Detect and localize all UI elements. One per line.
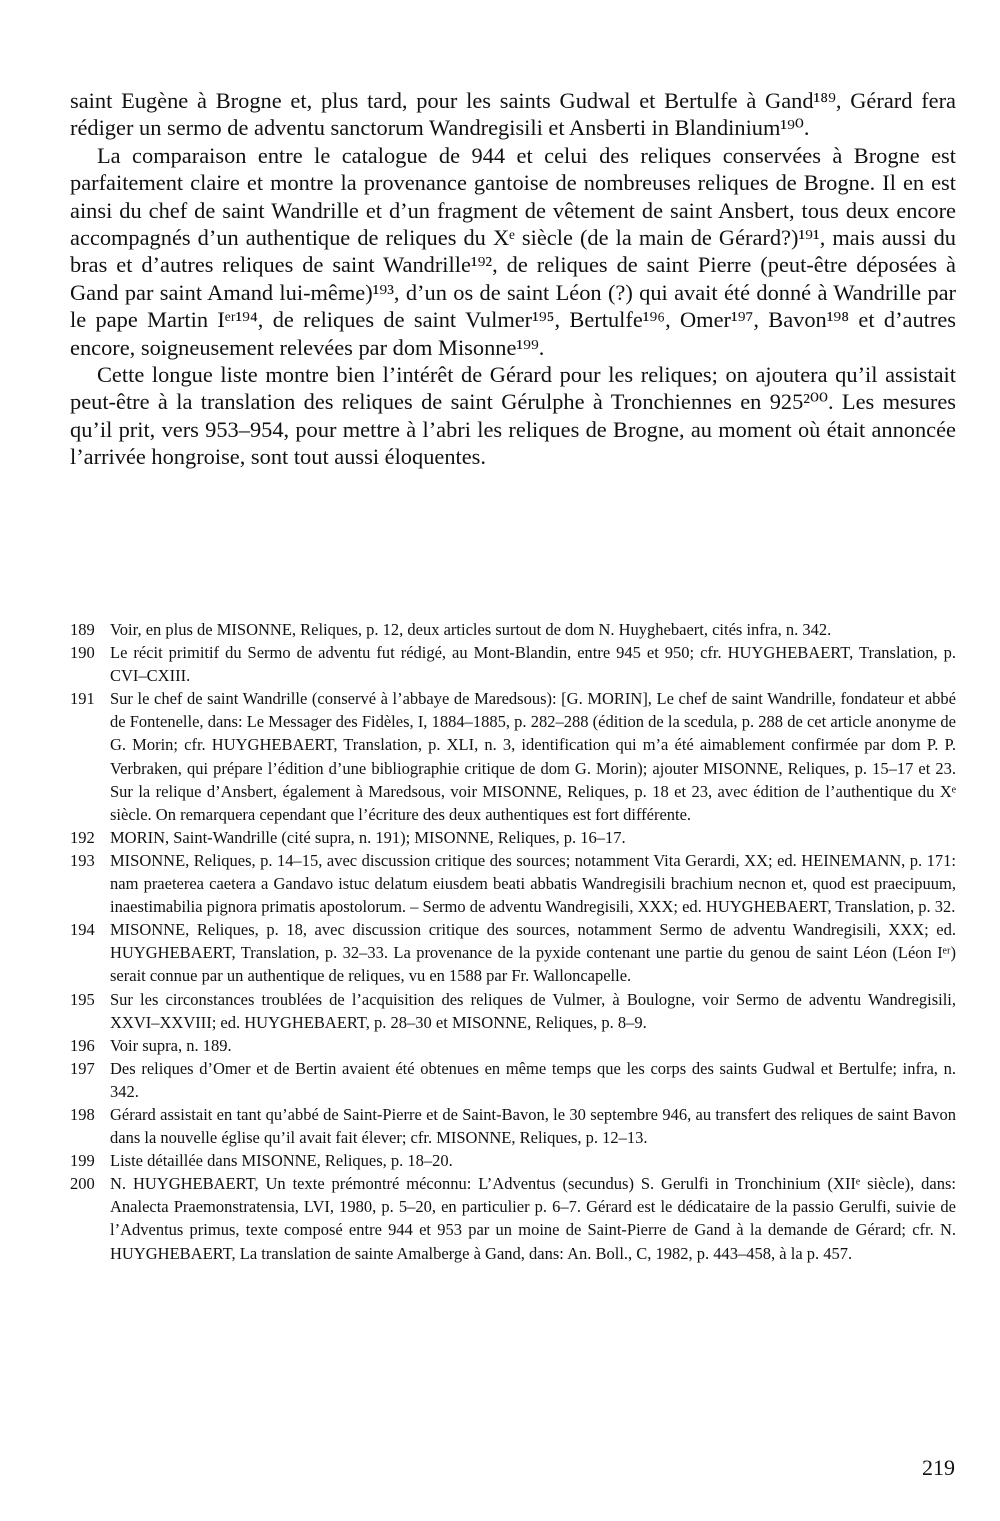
footnote-text: Le récit primitif du Sermo de adventu fut rédigé, au Mont-Blandin, entre 945 et 950; cfr. HUYGHEBAERT, Translation, p. CVI–CXIII. (110, 643, 956, 686)
footnote-number: 200 (70, 1174, 95, 1194)
footnote (70, 1149, 956, 1172)
footnote-text: Voir supra, n. 189. (110, 1035, 232, 1055)
footnote-number: 191 (70, 689, 95, 709)
footnote-text: Des reliques d’Omer et de Bertin avaient été obtenues en même temps que les corps des saints Gudwal et Bertulfe; infra, n. 342. (110, 1058, 956, 1101)
footnote-number: 193 (70, 850, 95, 870)
body-text (70, 87, 956, 471)
footnote-text: Gérard assistait en tant qu’abbé de Saint-Pierre et de Saint-Bavon, le 30 septembre 946, au transfert des reliques de saint Bavon dans la nouvelle église qu’il avait fait élever; cfr. MISONNE, Reliques, p. 12–13. (110, 1104, 956, 1148)
footnote (70, 1172, 956, 1264)
footnote (70, 988, 956, 1034)
footnote-number: 190 (70, 643, 95, 663)
footnote-text: MISONNE, Reliques, p. 14–15, avec discussion critique des sources; notamment Vita Gerardi, XX; ed. HEINEMANN, p. 171: nam praeterea caetera a Gandavo istuc delatum eiusdem beati abbatis Wandregisili brachium necnon et, quod est praecipuum, inaestimabilia pignora primatis apostolorum. – Sermo de adventu Wandregisili, XXX; ed. HUYGHEBAERT, Translation, p. 32. (110, 850, 956, 917)
footnote-number: 189 (70, 620, 95, 639)
footnote (70, 826, 956, 849)
footnote (70, 849, 956, 918)
footnote-text: MISONNE, Reliques, p. 18, avec discussion critique des sources, notamment Sermo de adventu Wandregisili, XXX; ed. HUYGHEBAERT, Translation, p. 32–33. La provenance de la pyxide contenant une partie du genou de saint Léon (Léon Iᵉʳ) serait connue par un authentique de reliques, vu en 1588 par Fr. Walloncapelle. (110, 920, 956, 986)
footnote-text: N. HUYGHEBAERT, Un texte prémontré méconnu: L’Adventus (secundus) S. Gerulfi in Tronchinium (XIIᵉ siècle), dans: Analecta Praemonstratensia, LVI, 1980, p. 5–20, en particulier p. 6–7. Gérard est le dédicataire de la passio Gerulfi, suivie de l’Adventus primus, texte composé entre 944 et 953 par un moine de Saint-Pierre de Gand à la demande de Gérard; cfr. N. HUYGHEBAERT, La translation de sainte Amalberge à Gand, dans: An. Boll., C, 1982, p. 443–458, à la p. 457. (110, 1174, 956, 1263)
footnote-number: 197 (70, 1058, 95, 1078)
footnote (70, 1103, 956, 1149)
footnote (70, 687, 956, 826)
footnote (70, 618, 956, 641)
footnote (70, 641, 956, 687)
paragraph: Cette longue liste montre bien l’intérêt de Gérard pour les reliques; on ajoutera qu’il assistait peut-être à la translation des reliques de saint Gérulphe à Tronchiennes en 925²⁰⁰. Les mesures qu’il prit, vers 953–954, pour mettre à l’abri les reliques de Brogne, au moment où était annoncée l’arrivée hongroise, sont tout aussi éloquentes. (70, 362, 956, 470)
paragraph: La comparaison entre le catalogue de 944 et celui des reliques conservées à Brogne est parfaitement claire et montre la provenance gantoise de nombreuses reliques de Brogne. Il en est ainsi du chef de saint Wandrille et d’un fragment de vêtement de saint Ansbert, tous deux encore accompagnés d’un authentique de reliques du Xᵉ siècle (de la main de Gérard?)¹⁹¹, mais aussi du bras et d’autres reliques de saint Wandrille¹⁹², de reliques de saint Pierre (peut-être déposées à Gand par saint Amand lui-même)¹⁹³, d’un os de saint Léon (?) qui avait été donné à Wandrille par le pape Martin Iᵉʳ¹⁹⁴, de reliques de saint Vulmer¹⁹⁵, Bertulfe¹⁹⁶, Omer¹⁹⁷, Bavon¹⁹⁸ et d’autres encore, soigneusement relevées par dom Misonne¹⁹⁹. (70, 142, 956, 360)
footnote (70, 918, 956, 987)
footnote-number: 192 (70, 827, 95, 847)
footnote-number: 196 (70, 1035, 95, 1055)
paragraph: saint Eugène à Brogne et, plus tard, pour les saints Gudwal et Bertulfe à Gand¹⁸⁹, Gérard fera rédiger un sermo de adventu sanctorum Wandregisili et Ansberti in Blandinium¹⁹⁰. (70, 88, 956, 141)
footnote-text: Voir, en plus de MISONNE, Reliques, p. 12, deux articles surtout de dom N. Huyghebaert, cités infra, n. 342. (110, 620, 832, 639)
footnote-number: 199 (70, 1151, 95, 1171)
footnote-number: 198 (70, 1104, 95, 1124)
footnote-text: Sur les circonstances troublées de l’acquisition des reliques de Vulmer, à Boulogne, voir Sermo de adventu Wandregisili, XXVI–XXVIII; ed. HUYGHEBAERT, p. 28–30 et MISONNE, Reliques, p. 8–9. (110, 989, 956, 1032)
footnotes (70, 618, 956, 1265)
footnote-number: 194 (70, 920, 95, 940)
page-number: 219 (922, 1455, 955, 1480)
footnote-text: Liste détaillée dans MISONNE, Reliques, p. 18–20. (110, 1151, 453, 1171)
footnote-text: Sur le chef de saint Wandrille (conservé à l’abbaye de Maredsous): [G. MORIN], Le chef de saint Wandrille, fondateur et abbé de Fontenelle, dans: Le Messager des Fidèles, I, 1884–1885, p. 282–288 (édition de la scedula, p. 288 de cet article anonyme de G. Morin; cfr. HUYGHEBAERT, Translation, p. XLI, n. 3, identification qui m’a été aimablement confirmée par dom P. P. Verbraken, qui prépare l’édition d’une bibliographie critique de dom G. Morin); ajouter MISONNE, Reliques, p. 15–17 et 23. Sur la relique d’Ansbert, également à Maredsous, voir MISONNE, Reliques, p. 18 et 23, avec édition de l’authentique du Xᵉ siècle. On remarquera cependant que l’écriture des deux authentiques est fort différente. (110, 689, 956, 824)
footnote-number: 195 (70, 989, 95, 1009)
footnote-text: MORIN, Saint-Wandrille (cité supra, n. 191); MISONNE, Reliques, p. 16–17. (110, 827, 626, 847)
footnote (70, 1034, 956, 1057)
footnote (70, 1057, 956, 1103)
